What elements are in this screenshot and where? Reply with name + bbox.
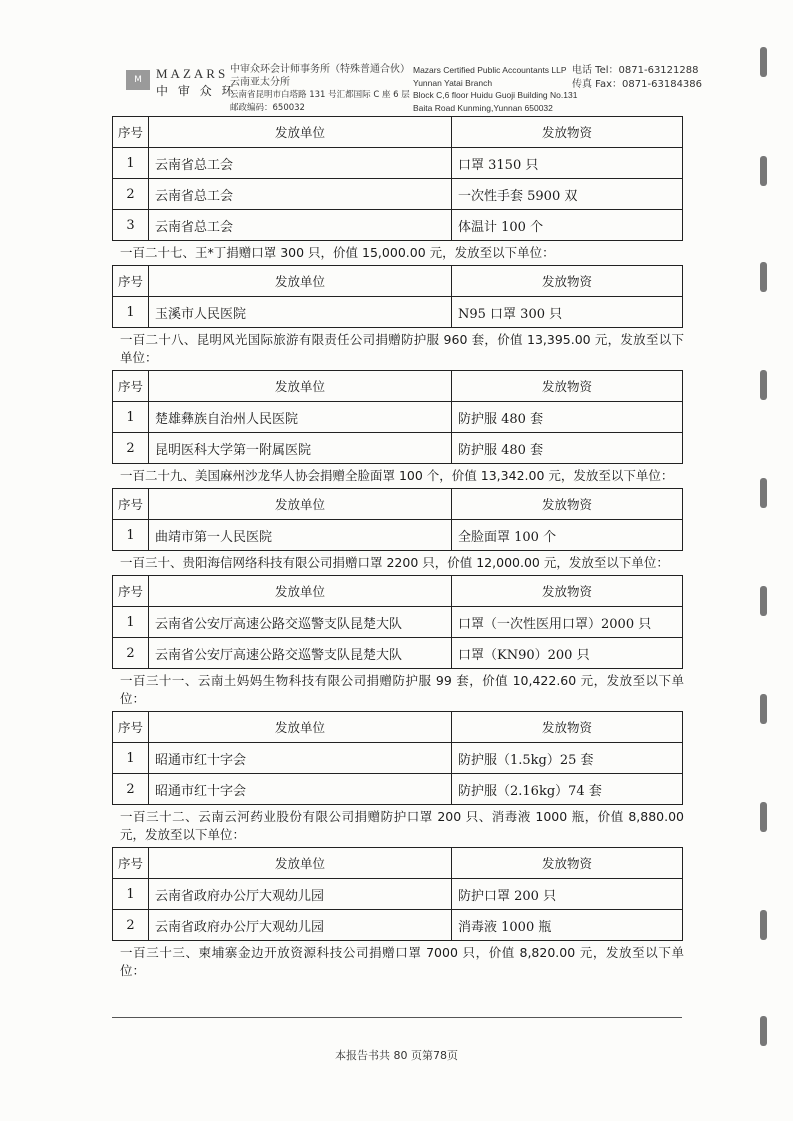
- cell-material: 口罩（KN90）200 只: [452, 638, 683, 669]
- header-unit: 发放单位: [149, 576, 452, 607]
- tel-text: 电话 Tel：0871-63121288: [572, 65, 699, 76]
- donation-paragraph: 一百二十八、昆明风光国际旅游有限责任公司捐赠防护服 960 套，价值 13,395.00 元，发放至以下单位：: [120, 332, 684, 365]
- cell-material: 防护服（2.16kg）74 套: [452, 774, 683, 805]
- header-num: 序号: [113, 489, 149, 520]
- binder-mark-icon: [760, 586, 767, 616]
- distribution-table: [112, 116, 683, 241]
- header-material: 发放物资: [452, 576, 683, 607]
- header-num: 序号: [113, 117, 149, 148]
- binder-mark-icon: [760, 47, 767, 77]
- table-row: [113, 179, 683, 210]
- firm-name-cn: 中审众环会计师事务所（特殊普通合伙）: [230, 64, 410, 75]
- cell-unit: 云南省政府办公厅大观幼儿园: [149, 910, 452, 941]
- cell-num: 1: [113, 743, 149, 774]
- header-unit: 发放单位: [149, 489, 452, 520]
- cell-material: 消毒液 1000 瓶: [452, 910, 683, 941]
- address-cn: 云南省昆明市白塔路 131 号汇都国际 C 座 6 层: [230, 90, 410, 100]
- header-material: 发放物资: [452, 712, 683, 743]
- cell-num: 2: [113, 910, 149, 941]
- page-number: 本报告书共 80 页第78页: [335, 1049, 458, 1062]
- table-row: [113, 402, 683, 433]
- header-unit: 发放单位: [149, 117, 452, 148]
- distribution-table: [112, 575, 683, 669]
- cell-unit: 昭通市红十字会: [149, 774, 452, 805]
- footer-divider: [112, 1017, 682, 1018]
- cell-unit: 昭通市红十字会: [149, 743, 452, 774]
- table-header-row: [113, 266, 683, 297]
- donation-paragraph: 一百三十三、柬埔寨金边开放资源科技公司捐赠口罩 7000 只，价值 8,820.00 元，发放至以下单位：: [120, 945, 684, 978]
- cell-num: 3: [113, 210, 149, 241]
- cell-num: 1: [113, 520, 149, 551]
- firm-info-en: [413, 64, 577, 114]
- table-row: [113, 910, 683, 941]
- binder-mark-icon: [760, 694, 767, 724]
- header-material: 发放物资: [452, 848, 683, 879]
- header-unit: 发放单位: [149, 371, 452, 402]
- cell-material: 防护口罩 200 只: [452, 879, 683, 910]
- address-en-line1: Block C,6 floor Huidu Guoji Building No.131: [413, 90, 578, 100]
- table-header-row: [113, 371, 683, 402]
- table-row: [113, 774, 683, 805]
- binder-mark-icon: [760, 802, 767, 832]
- table-row: [113, 433, 683, 464]
- donation-paragraph: 一百三十一、云南土妈妈生物科技有限公司捐赠防护服 99 套，价值 10,422.60 元，发放至以下单位：: [120, 673, 684, 706]
- donation-paragraph: 一百三十、贵阳海信网络科技有限公司捐赠口罩 2200 只，价值 12,000.00 元，发放至以下单位：: [120, 555, 669, 570]
- cell-unit: 楚雄彝族自治州人民医院: [149, 402, 452, 433]
- cell-material: 防护服 480 套: [452, 402, 683, 433]
- table-row: [113, 879, 683, 910]
- cell-unit: 云南省总工会: [149, 148, 452, 179]
- table-row: [113, 148, 683, 179]
- table-row: [113, 638, 683, 669]
- logo-latin-text: MAZARS: [156, 66, 229, 81]
- header-num: 序号: [113, 266, 149, 297]
- table-row: [113, 210, 683, 241]
- cell-num: 2: [113, 774, 149, 805]
- cell-material: 全脸面罩 100 个: [452, 520, 683, 551]
- cell-num: 1: [113, 879, 149, 910]
- header-num: 序号: [113, 371, 149, 402]
- cell-unit: 云南省总工会: [149, 210, 452, 241]
- postcode-cn: 邮政编码：650032: [230, 102, 305, 113]
- letterhead: [120, 44, 703, 116]
- table-header-row: [113, 712, 683, 743]
- cell-num: 2: [113, 179, 149, 210]
- cell-unit: 云南省公安厅高速公路交巡警支队昆楚大队: [149, 607, 452, 638]
- cell-material: 防护服（1.5kg）25 套: [452, 743, 683, 774]
- contact-info: [572, 64, 702, 92]
- distribution-table: [112, 370, 683, 464]
- cell-material: 口罩（一次性医用口罩）2000 只: [452, 607, 683, 638]
- binder-mark-icon: [760, 370, 767, 400]
- cell-num: 2: [113, 638, 149, 669]
- distribution-table: [112, 488, 683, 551]
- donation-paragraph: 一百三十二、云南云河药业股份有限公司捐赠防护口罩 200 只、消毒液 1000 瓶，价值 8,880.00 元，发放至以下单位：: [120, 809, 684, 842]
- firm-name-en: Mazars Certified Public Accountants LLP: [413, 65, 567, 75]
- header-material: 发放物资: [452, 117, 683, 148]
- table-row: [113, 607, 683, 638]
- branch-name-en: Yunnan Yatai Branch: [413, 77, 493, 88]
- table-header-row: [113, 489, 683, 520]
- binder-mark-icon: [760, 478, 767, 508]
- cell-material: 口罩 3150 只: [452, 148, 683, 179]
- cell-unit: 云南省公安厅高速公路交巡警支队昆楚大队: [149, 638, 452, 669]
- donation-paragraph: 一百二十七、王*丁捐赠口罩 300 只，价值 15,000.00 元，发放至以下单位：: [120, 245, 555, 260]
- header-material: 发放物资: [452, 371, 683, 402]
- header-num: 序号: [113, 576, 149, 607]
- cell-num: 2: [113, 433, 149, 464]
- cell-num: 1: [113, 148, 149, 179]
- binder-mark-icon: [760, 156, 767, 186]
- binder-mark-icon: [760, 910, 767, 940]
- header-num: 序号: [113, 848, 149, 879]
- header-unit: 发放单位: [149, 848, 452, 879]
- cell-num: 1: [113, 297, 149, 328]
- distribution-table: [112, 711, 683, 805]
- firm-info-cn: [230, 64, 410, 114]
- cell-unit: 玉溪市人民医院: [149, 297, 452, 328]
- cell-unit: 曲靖市第一人民医院: [149, 520, 452, 551]
- branch-name-cn: 云南亚太分所: [230, 76, 290, 88]
- cell-unit: 昆明医科大学第一附属医院: [149, 433, 452, 464]
- cell-material: 防护服 480 套: [452, 433, 683, 464]
- header-unit: 发放单位: [149, 712, 452, 743]
- cell-num: 1: [113, 402, 149, 433]
- cell-material: 一次性手套 5900 双: [452, 179, 683, 210]
- header-material: 发放物资: [452, 489, 683, 520]
- table-header-row: [113, 117, 683, 148]
- table-header-row: [113, 576, 683, 607]
- report-content: [112, 116, 684, 983]
- binder-mark-icon: [760, 1016, 767, 1046]
- logo-cn-text: 中 审 众 环: [156, 84, 237, 98]
- cell-material: 体温计 100 个: [452, 210, 683, 241]
- address-en-line2: Baita Road Kunming,Yunnan 650032: [413, 102, 553, 113]
- fax-text: 传真 Fax：0871-63184386: [572, 79, 703, 90]
- donation-paragraph: 一百二十九、美国麻州沙龙华人协会捐赠全脸面罩 100 个，价值 13,342.00 元，发放至以下单位：: [120, 468, 674, 483]
- header-unit: 发放单位: [149, 266, 452, 297]
- mazars-logo-icon: M: [126, 70, 150, 90]
- header-num: 序号: [113, 712, 149, 743]
- cell-material: N95 口罩 300 只: [452, 297, 683, 328]
- cell-unit: 云南省总工会: [149, 179, 452, 210]
- cell-unit: 云南省政府办公厅大观幼儿园: [149, 879, 452, 910]
- distribution-table: [112, 265, 683, 328]
- table-row: [113, 297, 683, 328]
- header-material: 发放物资: [452, 266, 683, 297]
- table-row: [113, 520, 683, 551]
- binder-mark-icon: [760, 262, 767, 292]
- cell-num: 1: [113, 607, 149, 638]
- table-header-row: [113, 848, 683, 879]
- distribution-table: [112, 847, 683, 941]
- table-row: [113, 743, 683, 774]
